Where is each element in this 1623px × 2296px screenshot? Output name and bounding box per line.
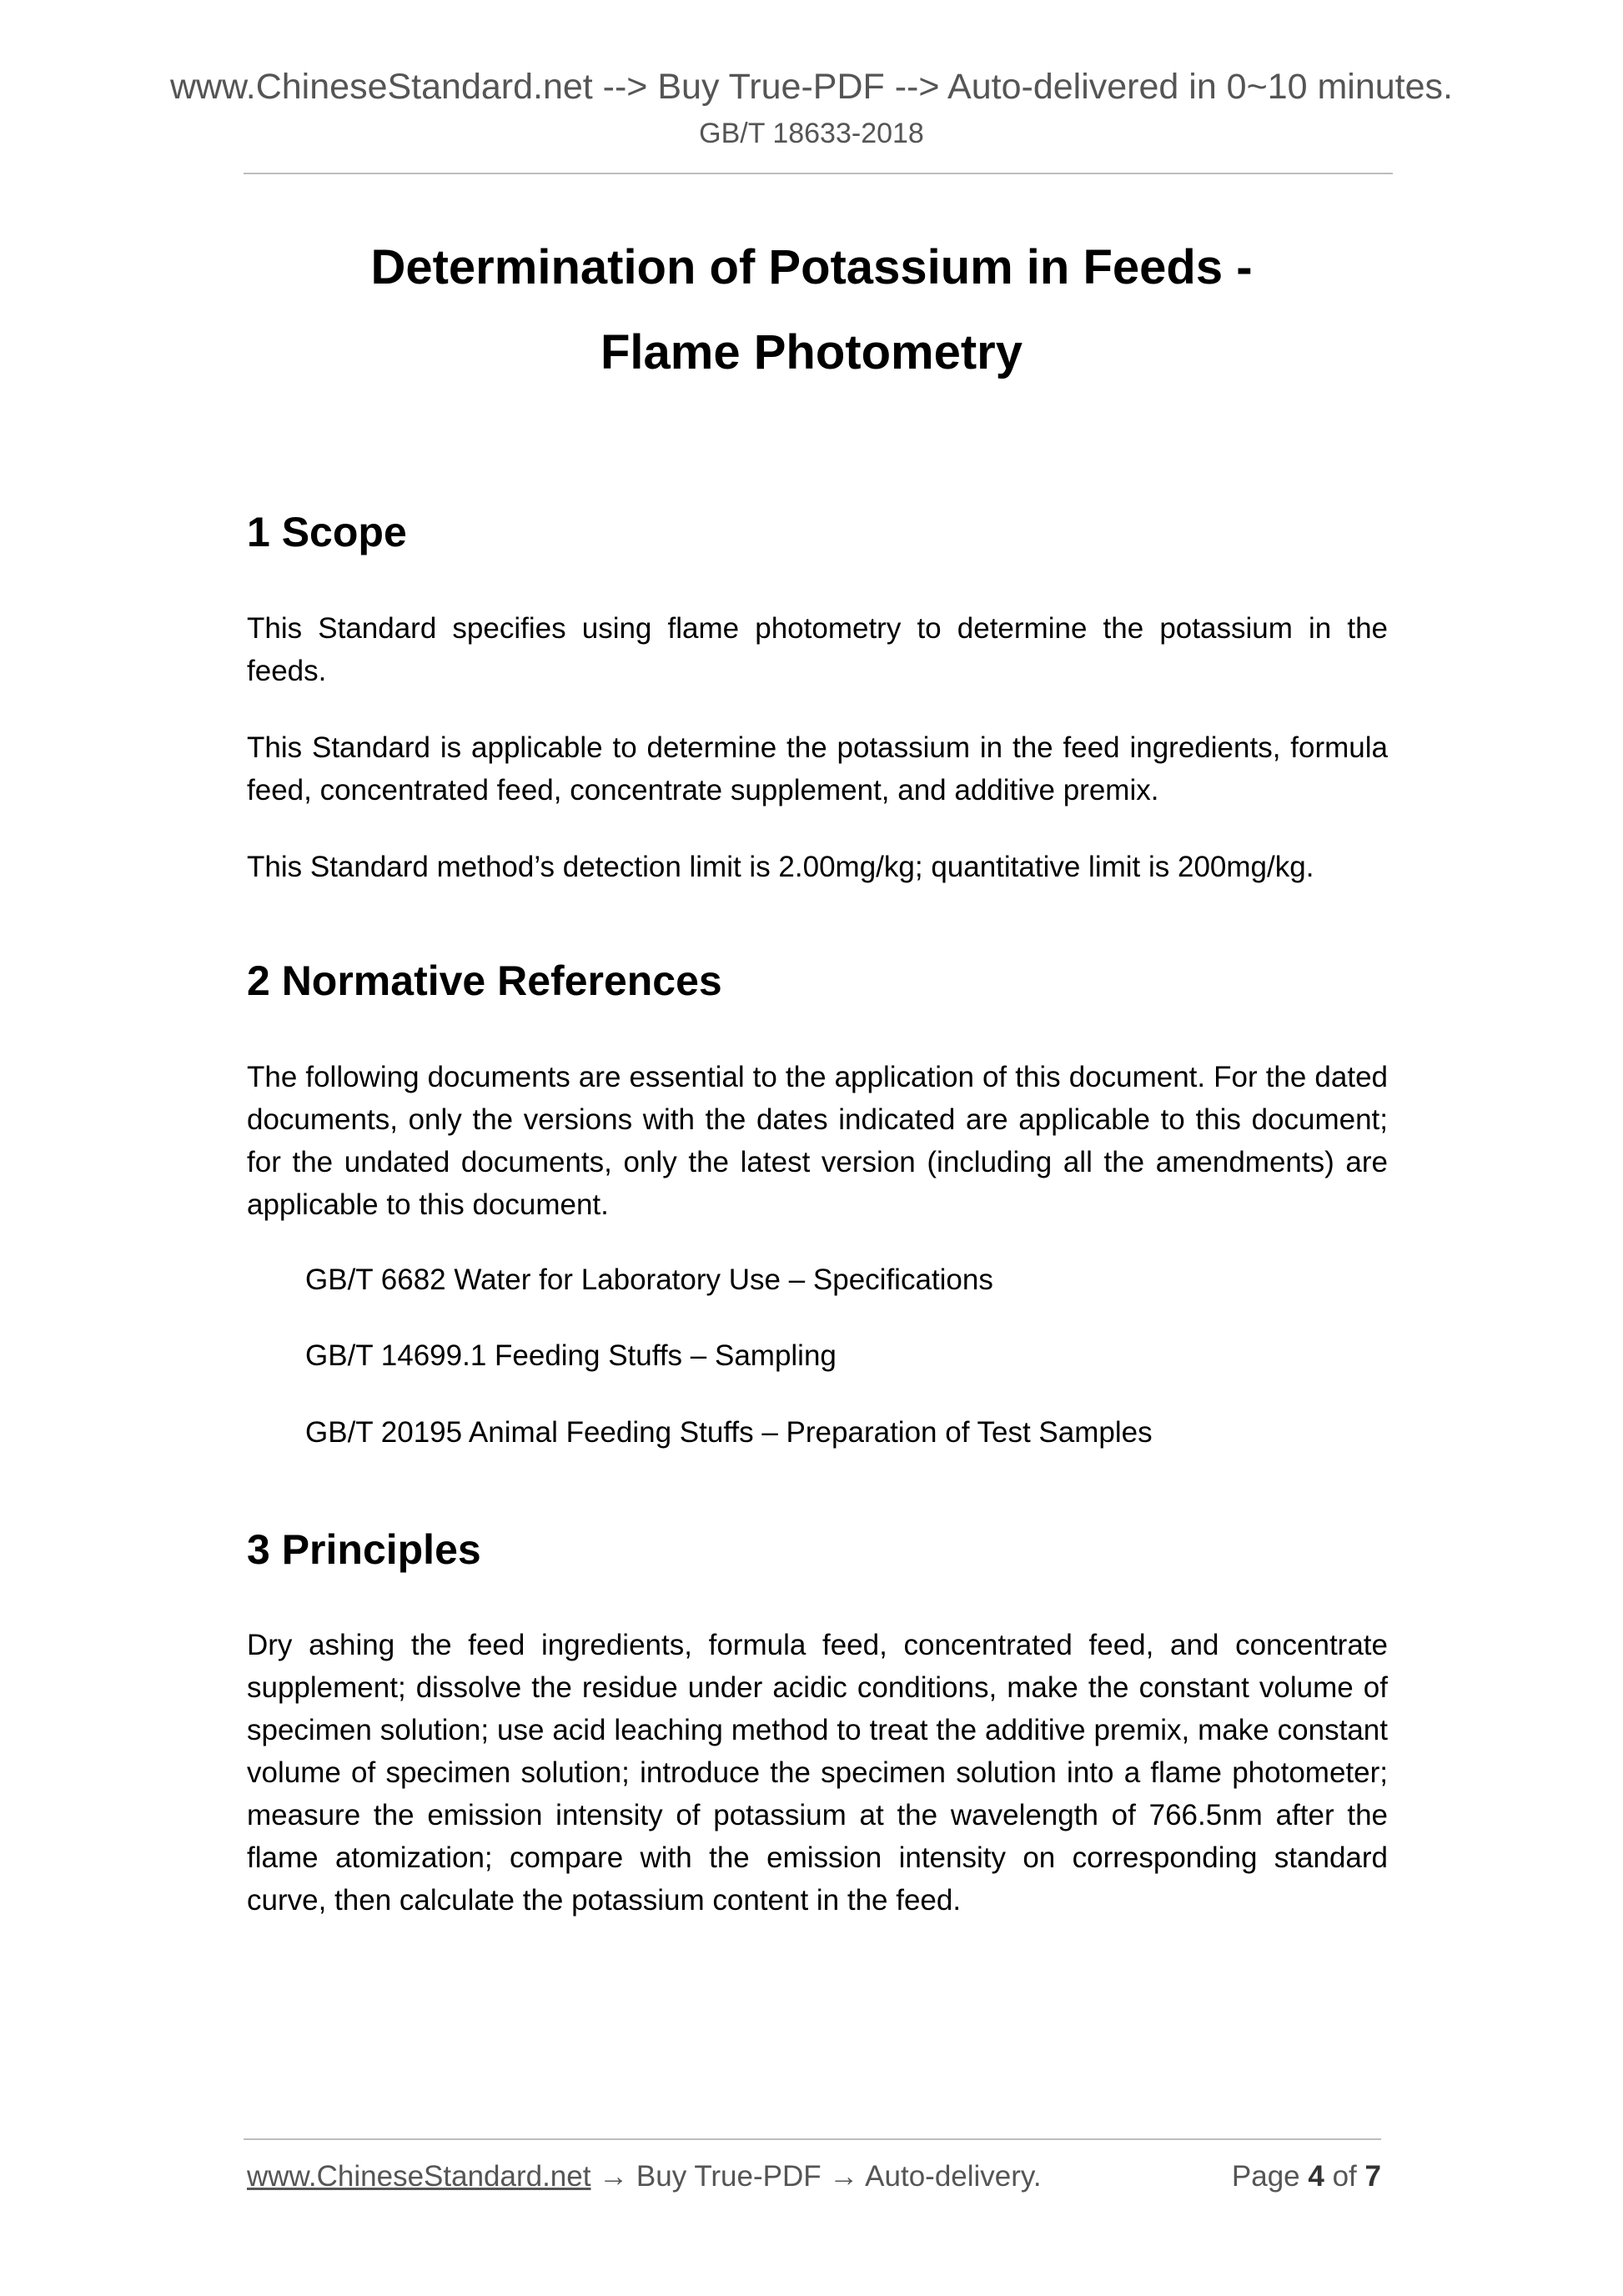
header-divider [244, 173, 1393, 174]
reference-item: GB/T 20195 Animal Feeding Stuffs – Preparation of Test Samples [305, 1416, 1153, 1449]
page-indicator [1232, 2158, 1381, 2195]
footer-promo [247, 2158, 1042, 2195]
header-banner: www.ChineseStandard.net --> Buy True-PDF --> Auto-delivered in 0~10 minutes. [169, 67, 1453, 107]
footer-divider [244, 2138, 1381, 2140]
scope-paragraph-3: This Standard method’s detection limit is 2.00mg/kg; quantitative limit is 200mg/kg. [247, 851, 1314, 883]
section-heading-references: 2 Normative References [247, 957, 722, 1004]
principles-paragraph: Dry ashing the feed ingredients, formula feed, concentrated feed, and concentrate supplement; dissolve the residue under acidic conditions, make the constant volume of specimen solution; use acid leaching method to treat the additive premix, make constant volume of specimen solution; introduce the specimen solution into a flame photometer; measure the emission intensity of potassium at the wavelength of 766.5nm after the flame atomization; compare with the emission intensity on corresponding standard curve, then calculate the potassium content in the feed. [247, 1629, 1388, 1917]
references-paragraph: The following documents are essential to the application of this document. For the dated documents, only the versions with the dates indicated are applicable to this document; for the undated documents, only the latest version (including all the amendments) are applicable to this document. [247, 1061, 1388, 1221]
reference-item: GB/T 14699.1 Feeding Stuffs – Sampling [305, 1339, 837, 1372]
page-total: 7 [1364, 2160, 1381, 2193]
standard-code: GB/T 18633-2018 [699, 118, 924, 149]
of-label: of [1332, 2160, 1357, 2193]
footer-tagline: → Buy True-PDF → Auto-delivery. [590, 2160, 1042, 2193]
scope-paragraph-1: This Standard specifies using flame photometry to determine the potassium in the feeds. [247, 612, 1388, 687]
page-number: 4 [1308, 2160, 1324, 2193]
section-heading-scope: 1 Scope [247, 509, 407, 555]
section-heading-principles: 3 Principles [247, 1526, 481, 1573]
page-label: Page [1231, 2160, 1300, 2193]
footer-site-link[interactable]: www.ChineseStandard.net [247, 2160, 591, 2193]
reference-item: GB/T 6682 Water for Laboratory Use – Specifications [305, 1264, 993, 1296]
document-title-line2: Flame Photometry [600, 325, 1023, 379]
document-title-line1: Determination of Potassium in Feeds - [370, 240, 1253, 294]
scope-paragraph-2: This Standard is applicable to determine the potassium in the feed ingredients, formula feed, concentrated feed, concentrate supplement, and additive premix. [247, 731, 1388, 806]
